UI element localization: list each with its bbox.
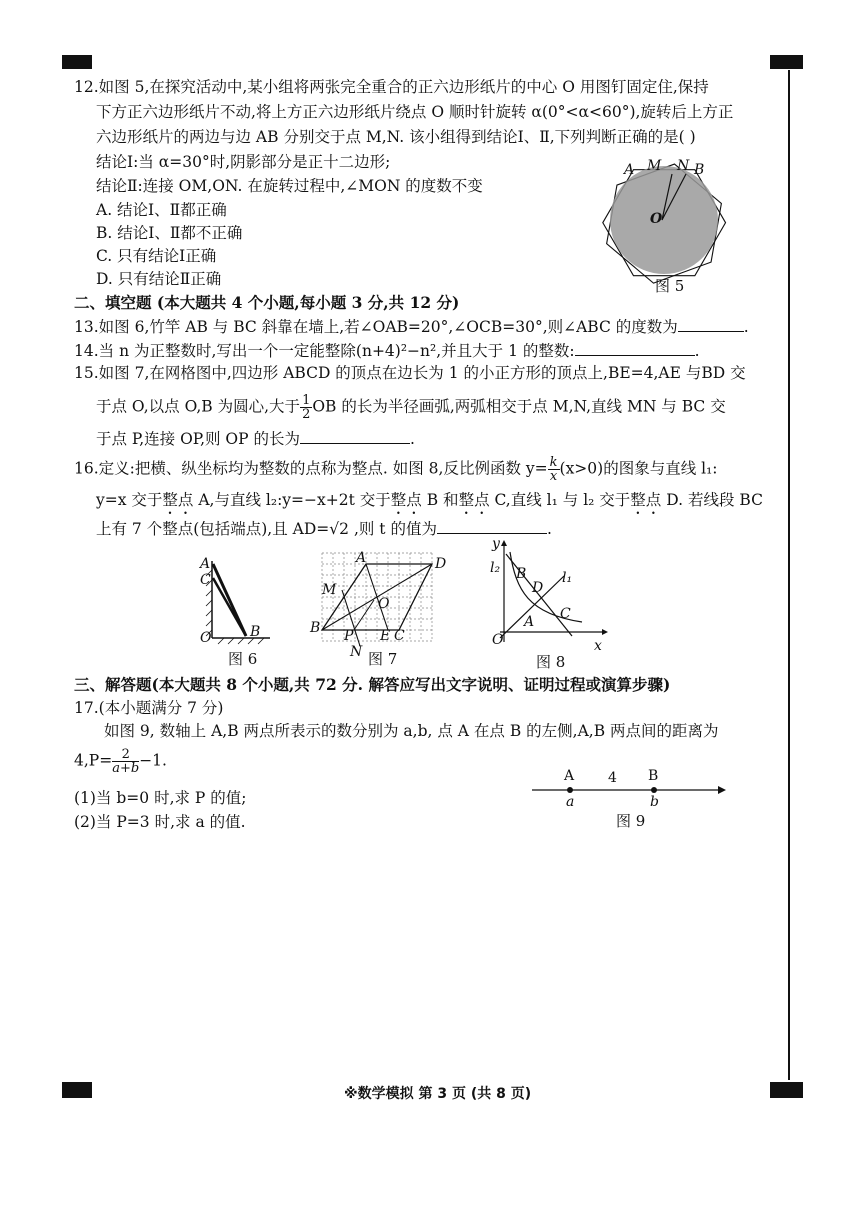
fig8-label-d: D: [532, 580, 544, 596]
q17-sub2: (2)当 P=3 时,求 a 的值.: [74, 813, 246, 831]
q13-answer-blank[interactable]: [678, 315, 744, 332]
shaded-region: [610, 166, 718, 274]
q12-conclusion1: 结论Ⅰ:当 α=30°时,阴影部分是正十二边形;: [96, 153, 391, 171]
figure-8: [486, 536, 606, 654]
q15-line3-body: 于点 P,连接 OP,则 OP 的长为: [96, 430, 300, 448]
q14-answer-blank[interactable]: [575, 339, 695, 356]
point-a: [567, 787, 573, 793]
q14-text: 14.当 n 为正整数时,写出一个一定能整除(n+4)²−n²,并且大于 1 的整数: .: [74, 339, 700, 362]
q15-answer-blank[interactable]: [300, 427, 410, 444]
q15-line1: 15.如图 7,在网格图中,四边形 ABCD 的顶点在边长为 1 的小正方形的顶点上,BE=4,AE 与BD 交: [74, 364, 746, 382]
q15-fraction: [300, 394, 312, 421]
fig8-label-a: A: [524, 614, 535, 630]
fig8-label-o: O: [492, 632, 504, 648]
binding-line: [788, 70, 790, 1080]
q16-fraction: [548, 456, 560, 483]
q17-line1: 如图 9, 数轴上 A,B 两点所表示的数分别为 a,b, 点 A 在点 B 的左侧,A,B 两点间的距离为: [104, 722, 719, 740]
q16-line1b: (x>0)的图象与直线 l₁:: [559, 459, 718, 478]
q16-line1: [74, 456, 718, 483]
figure-6: [196, 556, 276, 646]
q16-frac-den: x: [549, 469, 558, 484]
hyperbola: [510, 552, 582, 622]
q16-dotted-word-2: 整点: [390, 491, 422, 509]
q12-option-d[interactable]: D. 只有结论Ⅱ正确: [96, 270, 222, 288]
fig5-label-a: A: [624, 162, 635, 178]
q15-line2b: OB 的长为半径画弧,两弧相交于点 M,N,直线 MN 与 BC 交: [312, 397, 726, 416]
fig7-label-c: C: [394, 628, 405, 644]
q14-body: 14.当 n 为正整数时,写出一个一定能整除(n+4)²−n²,并且大于 1 的整数:: [74, 342, 575, 360]
fig7-label-m: M: [322, 582, 337, 598]
fig8-label-l1: l₁: [562, 570, 573, 586]
page-footer: ※数学模拟 第 3 页 (共 8 页): [344, 1086, 532, 1102]
q16-l2-part4: C,直线 l₁ 与 l₂ 交于: [489, 491, 631, 509]
q16-l2-part1: y=x 交于: [96, 491, 163, 509]
q12-line2: 下方正六边形纸片不动,将上方正六边形纸片绕点 O 顺时针旋转 α(0°<α<60°),旋转后上方正: [96, 103, 734, 121]
q16-dotted-word-1: 整点: [162, 491, 194, 509]
q17-line2a: 4,P=: [74, 751, 113, 770]
point-b: [651, 787, 657, 793]
q16-line1a: 16.定义:把横、纵坐标均为整数的点称为整点. 如图 8,反比例函数 y=: [74, 459, 548, 478]
q12-conclusion2: 结论Ⅱ:连接 OM,ON. 在旋转过程中,∠MON 的度数不变: [96, 177, 483, 195]
pole-bc: [213, 578, 246, 636]
fig7-caption: 图 7: [368, 650, 398, 668]
q16-frac-num: k: [549, 455, 558, 470]
y-axis-arrow: [501, 540, 507, 546]
figure-9-number-line: [528, 766, 728, 810]
q12-option-a[interactable]: A. 结论Ⅰ、Ⅱ都正确: [96, 201, 227, 219]
fig8-label-y: y: [492, 536, 500, 552]
corner-mark-bottom-right: [770, 1082, 803, 1098]
fig5-label-o: O: [650, 211, 663, 227]
fig5-caption: 图 5: [655, 277, 685, 295]
q17-heading: 17.(本小题满分 7 分): [74, 699, 224, 717]
section3-heading: 三、解答题(本大题共 8 个小题,共 72 分. 解答应写出文字说明、证明过程或演算步骤): [74, 675, 671, 694]
fig5-label-m: M: [647, 158, 662, 174]
fig8-label-b: B: [516, 566, 527, 582]
corner-mark-top-left: [62, 55, 92, 69]
fig6-label-a: A: [200, 556, 211, 572]
q15-frac-num: 1: [302, 393, 311, 408]
fig8-caption: 图 8: [536, 653, 566, 671]
fig6-label-b: B: [250, 624, 261, 640]
fig9-label-b-upper: B: [648, 768, 659, 784]
q16-l2-part3: B 和: [421, 491, 459, 509]
corner-mark-top-right: [770, 55, 803, 69]
q12-option-c[interactable]: C. 只有结论Ⅰ正确: [96, 247, 217, 265]
fig9-label-dist: 4: [608, 770, 617, 786]
fig7-label-d: D: [435, 556, 447, 572]
q16-dotted-word-3: 整点: [458, 491, 490, 509]
number-line-arrow: [718, 786, 726, 794]
q16-answer-blank[interactable]: [437, 517, 547, 534]
corner-mark-bottom-left: [62, 1082, 92, 1098]
q17-line2b: −1.: [139, 751, 167, 770]
q17-frac-num: 2: [112, 748, 139, 762]
fig7-label-e: E: [380, 628, 391, 644]
q15-line3: 于点 P,连接 OP,则 OP 的长为 .: [96, 427, 415, 450]
section2-heading: 二、填空题 (本大题共 4 个小题,每小题 3 分,共 12 分): [74, 293, 460, 312]
fig6-label-o: O: [200, 630, 212, 646]
fig8-label-c: C: [560, 606, 571, 622]
fig7-label-n: N: [350, 644, 363, 660]
fig7-label-a: A: [356, 550, 367, 566]
q15-line2a: 于点 O,以点 O,B 为圆心,大于: [96, 397, 301, 416]
fig9-label-a-lower: a: [566, 794, 575, 810]
q16-l2-part5: D. 若线段 BC: [661, 491, 763, 509]
q15-line2: [96, 394, 726, 421]
q17-frac-den: a+b: [112, 761, 140, 776]
q16-dotted-word-4: 整点: [630, 491, 662, 509]
q16-l2-part2: A,与直线 l₂:y=−x+2t 交于: [193, 491, 391, 509]
q16-line2: [96, 489, 763, 518]
q17-sub1: (1)当 b=0 时,求 P 的值;: [74, 789, 247, 807]
q15-frac-den: 2: [302, 407, 311, 422]
fig7-label-p: P: [344, 628, 354, 644]
q12-line3: 六边形纸片的两边与边 AB 分别交于点 M,N. 该小组得到结论Ⅰ、Ⅱ,下列判断正确的是( ): [96, 128, 696, 146]
x-axis-arrow: [602, 629, 608, 635]
q12-option-b[interactable]: B. 结论Ⅰ、Ⅱ都不正确: [96, 224, 243, 242]
q16-line3: 上有 7 个整点(包括端点),且 AD=√2 ,则 t 的值为 .: [96, 517, 552, 540]
figure-5: [600, 160, 730, 290]
fig8-label-x: x: [594, 638, 602, 654]
q12-line1: 12.如图 5,在探究活动中,某小组将两张完全重合的正六边形纸片的中心 O 用图钉固定住,保持: [74, 78, 709, 96]
figure-7: [308, 548, 458, 658]
fig6-caption: 图 6: [228, 650, 258, 668]
fig9-label-a-upper: A: [564, 768, 575, 784]
fig9-caption: 图 9: [616, 812, 646, 830]
q17-line2: [74, 748, 167, 775]
fig5-label-n: N: [677, 158, 690, 174]
q13-text: 13.如图 6,竹竿 AB 与 BC 斜靠在墙上,若∠OAB=20°,∠OCB=30°,则∠ABC 的度数为 .: [74, 315, 749, 338]
fig7-label-b: B: [310, 620, 321, 636]
fig7-label-o: O: [378, 596, 390, 612]
q13-body: 13.如图 6,竹竿 AB 与 BC 斜靠在墙上,若∠OAB=20°,∠OCB=30°,则∠ABC 的度数为: [74, 318, 678, 336]
fig6-label-c: C: [200, 572, 211, 588]
q17-fraction: [112, 748, 139, 775]
fig9-label-b-lower: b: [650, 794, 659, 810]
q16-line3-body: 上有 7 个整点(包括端点),且 AD=√2 ,则 t 的值为: [96, 520, 437, 538]
fig5-label-b: B: [694, 162, 705, 178]
fig8-label-l2: l₂: [490, 560, 501, 576]
